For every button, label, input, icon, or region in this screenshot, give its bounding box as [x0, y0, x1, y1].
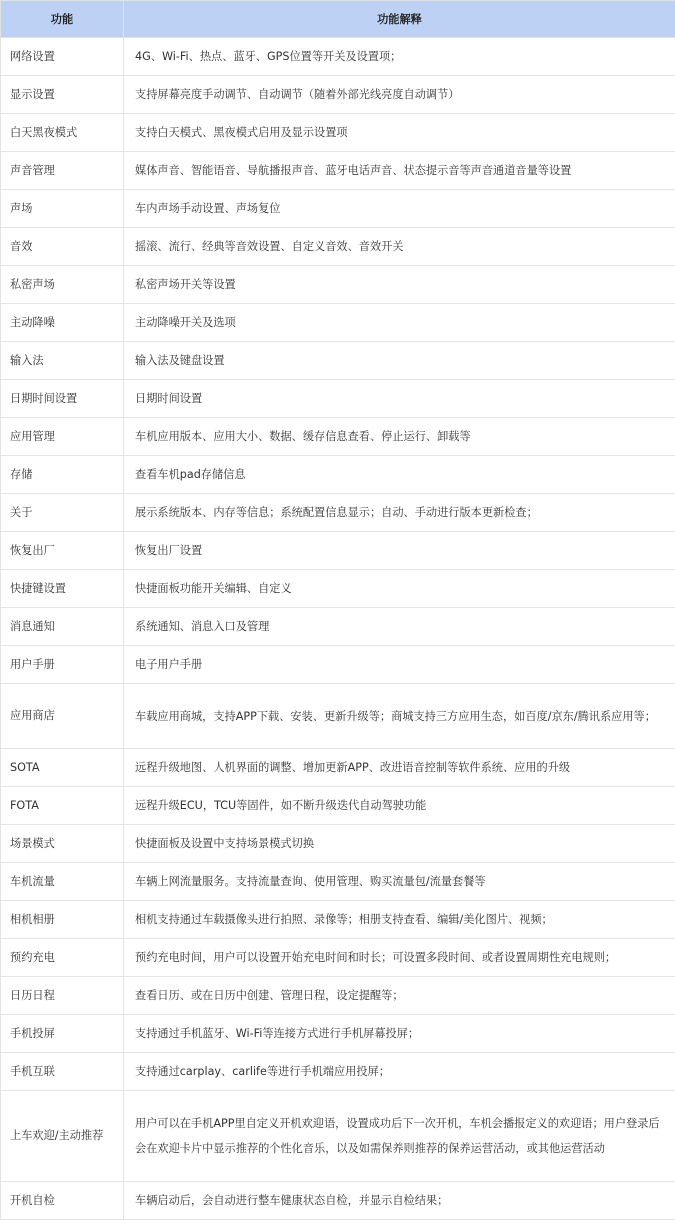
feature-description: 4G、Wi-Fi、热点、蓝牙、GPS位置等开关及设置项； — [124, 38, 675, 76]
table-row — [1, 418, 675, 456]
table-row — [1, 494, 675, 532]
feature-name: 存储 — [1, 456, 124, 494]
feature-description: 车机应用版本、应用大小、数据、缓存信息查看、停止运行、卸载等 — [124, 418, 675, 456]
feature-description: 支持白天模式、黑夜模式启用及显示设置项 — [124, 114, 675, 152]
feature-name: 网络设置 — [1, 38, 124, 76]
table-row — [1, 1015, 675, 1053]
feature-name: SOTA — [1, 749, 124, 787]
feature-description: 私密声场开关等设置 — [124, 266, 675, 304]
table-row — [1, 190, 675, 228]
feature-name: 相机相册 — [1, 901, 124, 939]
feature-description: 摇滚、流行、经典等音效设置、自定义音效、音效开关 — [124, 228, 675, 266]
header-feature: 功能 — [1, 1, 124, 38]
feature-description: 支持屏幕亮度手动调节、自动调节（随着外部光线亮度自动调节） — [124, 76, 675, 114]
feature-name: FOTA — [1, 787, 124, 825]
feature-description: 快捷面板功能开关编辑、自定义 — [124, 570, 675, 608]
feature-description: 展示系统版本、内存等信息；系统配置信息显示；自动、手动进行版本更新检查； — [124, 494, 675, 532]
table-row — [1, 608, 675, 646]
feature-name: 声音管理 — [1, 152, 124, 190]
feature-name: 恢复出厂 — [1, 532, 124, 570]
feature-name: 日历日程 — [1, 977, 124, 1015]
feature-description: 预约充电时间，用户可以设置开始充电时间和时长；可设置多段时间、或者设置周期性充电规则； — [124, 939, 675, 977]
table-row — [1, 76, 675, 114]
table-row — [1, 304, 675, 342]
table-row — [1, 787, 675, 825]
feature-description: 主动降噪开关及选项 — [124, 304, 675, 342]
table-row — [1, 38, 675, 76]
feature-description: 远程升级地图、人机界面的调整、增加更新APP、改进语音控制等软件系统、应用的升级 — [124, 749, 675, 787]
feature-name: 输入法 — [1, 342, 124, 380]
table-row — [1, 1182, 675, 1220]
feature-description: 车辆启动后，会自动进行整车健康状态自检，并显示自检结果； — [124, 1182, 675, 1220]
table-row — [1, 456, 675, 494]
table-row — [1, 342, 675, 380]
feature-description: 车内声场手动设置、声场复位 — [124, 190, 675, 228]
feature-name: 开机自检 — [1, 1182, 124, 1220]
feature-description: 支持通过carplay、carlife等进行手机端应用投屏； — [124, 1053, 675, 1091]
feature-description: 用户可以在手机APP里自定义开机欢迎语，设置成功后下一次开机，车机会播报定义的欢迎语；用户登录后会在欢迎卡片中显示推荐的个性化音乐，以及如需保养则推荐的保养运营活动，或其他运营活动 — [124, 1091, 675, 1182]
table-row — [1, 977, 675, 1015]
table-row — [1, 646, 675, 684]
feature-name: 主动降噪 — [1, 304, 124, 342]
feature-name: 手机投屏 — [1, 1015, 124, 1053]
feature-name: 消息通知 — [1, 608, 124, 646]
feature-name: 应用商店 — [1, 684, 124, 749]
feature-description: 电子用户手册 — [124, 646, 675, 684]
feature-name: 上车欢迎/主动推荐 — [1, 1091, 124, 1182]
table-header-row — [1, 1, 675, 38]
feature-name: 应用管理 — [1, 418, 124, 456]
feature-description: 远程升级ECU，TCU等固件，如不断升级迭代自动驾驶功能 — [124, 787, 675, 825]
feature-name: 手机互联 — [1, 1053, 124, 1091]
feature-description: 相机支持通过车载摄像头进行拍照、录像等；相册支持查看、编辑/美化图片、视频； — [124, 901, 675, 939]
table-body — [1, 38, 675, 1220]
feature-name: 音效 — [1, 228, 124, 266]
table-row — [1, 228, 675, 266]
feature-name: 场景模式 — [1, 825, 124, 863]
feature-description: 媒体声音、智能语音、导航播报声音、蓝牙电话声音、状态提示音等声音通道音量等设置 — [124, 152, 675, 190]
feature-name: 用户手册 — [1, 646, 124, 684]
table-row — [1, 570, 675, 608]
table-row — [1, 939, 675, 977]
feature-description: 日期时间设置 — [124, 380, 675, 418]
table-row — [1, 863, 675, 901]
feature-name: 私密声场 — [1, 266, 124, 304]
feature-description: 快捷面板及设置中支持场景模式切换 — [124, 825, 675, 863]
feature-description: 车载应用商城，支持APP下载、安装、更新升级等；商城支持三方应用生态，如百度/京东/腾讯系应用等； — [124, 684, 675, 749]
feature-name: 声场 — [1, 190, 124, 228]
feature-name: 车机流量 — [1, 863, 124, 901]
feature-description: 查看车机pad存储信息 — [124, 456, 675, 494]
table-row — [1, 380, 675, 418]
table-row — [1, 114, 675, 152]
header-description: 功能解释 — [124, 1, 675, 38]
table-row — [1, 825, 675, 863]
feature-name: 显示设置 — [1, 76, 124, 114]
feature-description: 查看日历、或在日历中创建、管理日程，设定提醒等； — [124, 977, 675, 1015]
table-row — [1, 684, 675, 749]
feature-name: 日期时间设置 — [1, 380, 124, 418]
feature-description: 系统通知、消息入口及管理 — [124, 608, 675, 646]
feature-description: 车辆上网流量服务。支持流量查询、使用管理、购买流量包/流量套餐等 — [124, 863, 675, 901]
table-row — [1, 1091, 675, 1182]
table-row — [1, 1053, 675, 1091]
feature-name: 预约充电 — [1, 939, 124, 977]
table-row — [1, 152, 675, 190]
feature-description: 支持通过手机蓝牙、Wi-Fi等连接方式进行手机屏幕投屏； — [124, 1015, 675, 1053]
feature-description: 恢复出厂设置 — [124, 532, 675, 570]
table-row — [1, 532, 675, 570]
feature-name: 关于 — [1, 494, 124, 532]
table-row — [1, 266, 675, 304]
table-row — [1, 749, 675, 787]
feature-name: 白天黑夜模式 — [1, 114, 124, 152]
feature-description: 输入法及键盘设置 — [124, 342, 675, 380]
feature-name: 快捷键设置 — [1, 570, 124, 608]
table-row — [1, 901, 675, 939]
